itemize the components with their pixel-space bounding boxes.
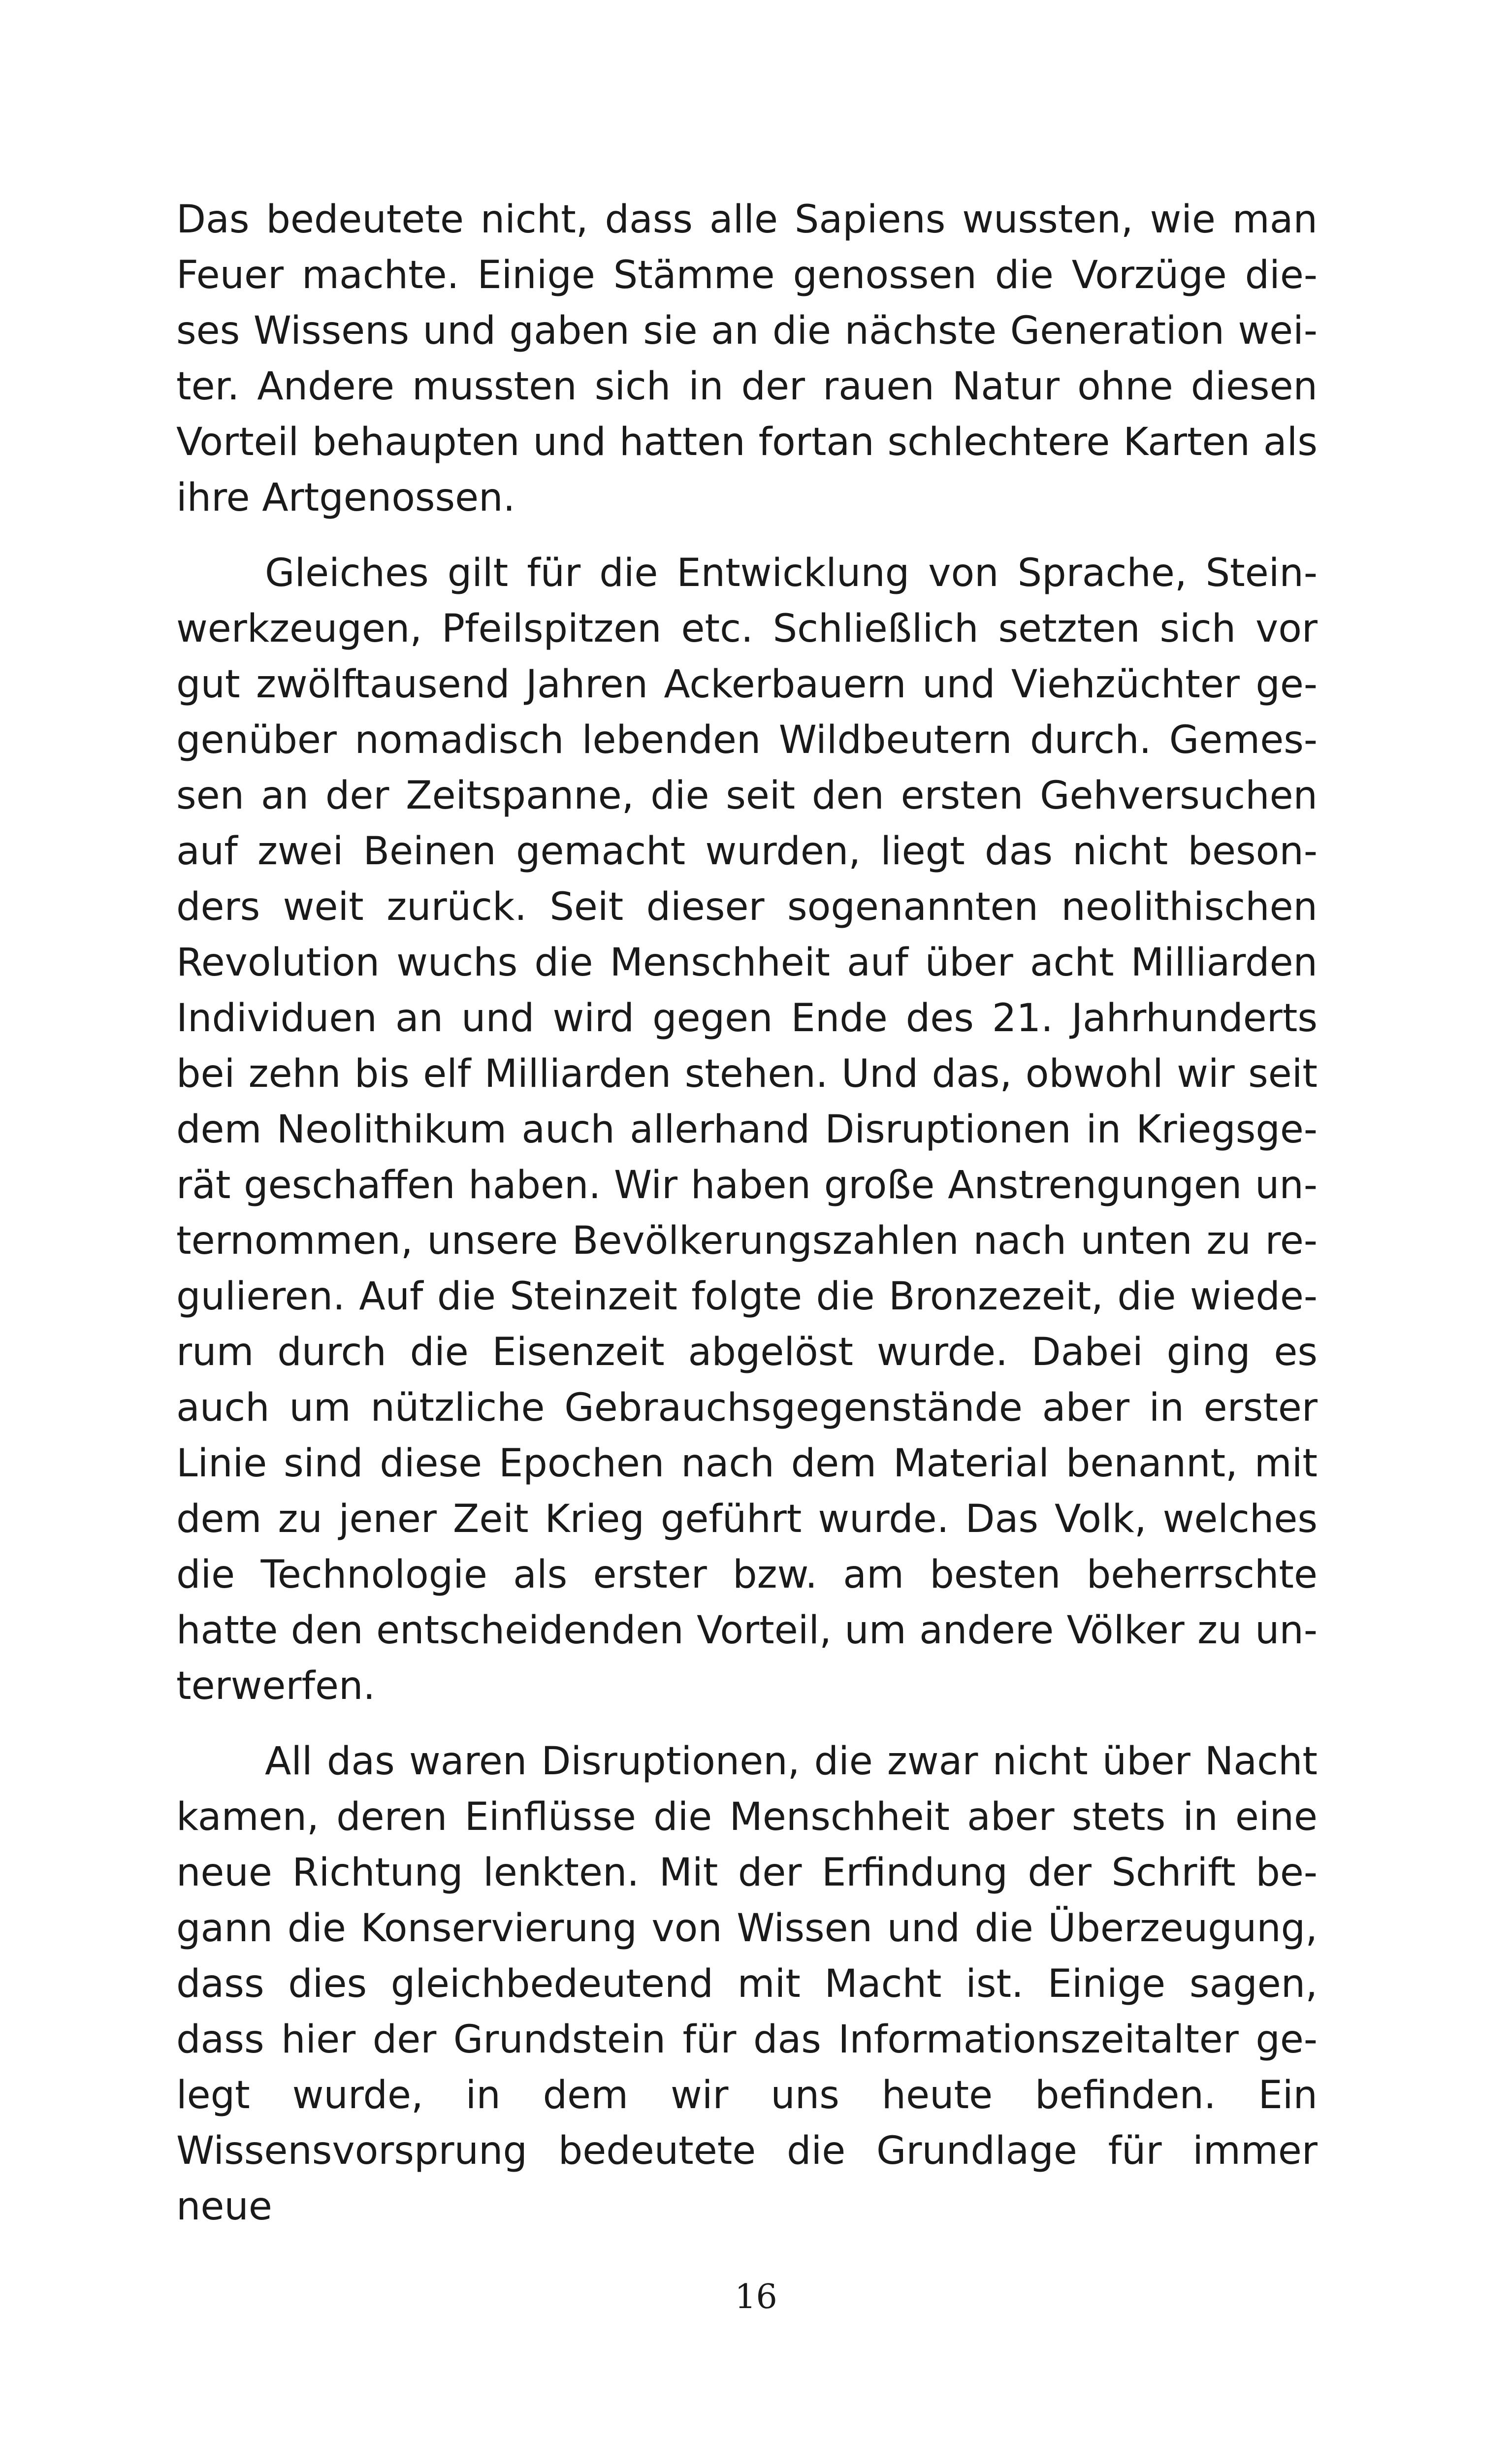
- paragraph-3: All das waren Disruptionen, die zwar nicht über Nacht kamen, deren Einflüsse die Menschheit aber stets in eine neue Richtung lenkten. Mit der Erfindung der Schrift begann die Konservierung von Wissen und die Überzeugung, dass dies gleichbedeutend mit Macht ist. Einige sagen, dass hier der Grundstein für das Informationszeitalter gelegt wurde, in dem wir uns heute befinden. Ein Wissensvorsprung bedeutete die Grundlage für immer neue: [176, 1739, 1318, 2229]
- body-text: [176, 192, 1318, 2235]
- paragraph-2: Gleiches gilt für die Entwicklung von Sprache, Steinwerkzeugen, Pfeilspitzen etc. Schließlich setzten sich vor gut zwölftausend Jahren Ackerbauern und Viehzüchter gegenüber nomadisch lebenden Wildbeutern durch. Gemessen an der Zeitspanne, die seit den ersten Gehversuchen auf zwei Beinen gemacht wurden, liegt das nicht besonders weit zurück. Seit dieser sogenannten neolithischen Revolution wuchs die Menschheit auf über acht Milliarden Individuen an und wird gegen Ende des 21. Jahrhunderts bei zehn bis elf Milliarden stehen. Und das, obwohl wir seit dem Neolithikum auch allerhand Disruptionen in Kriegsgerät geschaffen haben. Wir haben große Anstrengungen unternommen, unsere Bevölkerungszahlen nach unten zu regulieren. Auf die Steinzeit folgte die Bronzezeit, die wiederum durch die Eisenzeit abgelöst wurde. Dabei ging es auch um nützliche Gebrauchsgegenstände aber in erster Linie sind diese Epochen nach dem Material benannt, mit dem zu jener Zeit Krieg geführt wurde. Das Volk, welches die Technologie als erster bzw. am besten beherrschte hatte den entscheidenden Vorteil, um andere Völker zu unterwerfen.: [176, 551, 1318, 1708]
- page-number: 16: [735, 2278, 777, 2316]
- paragraph-1: Das bedeutete nicht, dass alle Sapiens wussten, wie man Feuer machte. Einige Stämme genossen die Vorzüge dieses Wissens und gaben sie an die nächste Generation weiter. Andere mussten sich in der rauen Natur ohne diesen Vorteil behaupten und hatten fortan schlechtere Karten als ihre Artgenossen.: [176, 197, 1318, 520]
